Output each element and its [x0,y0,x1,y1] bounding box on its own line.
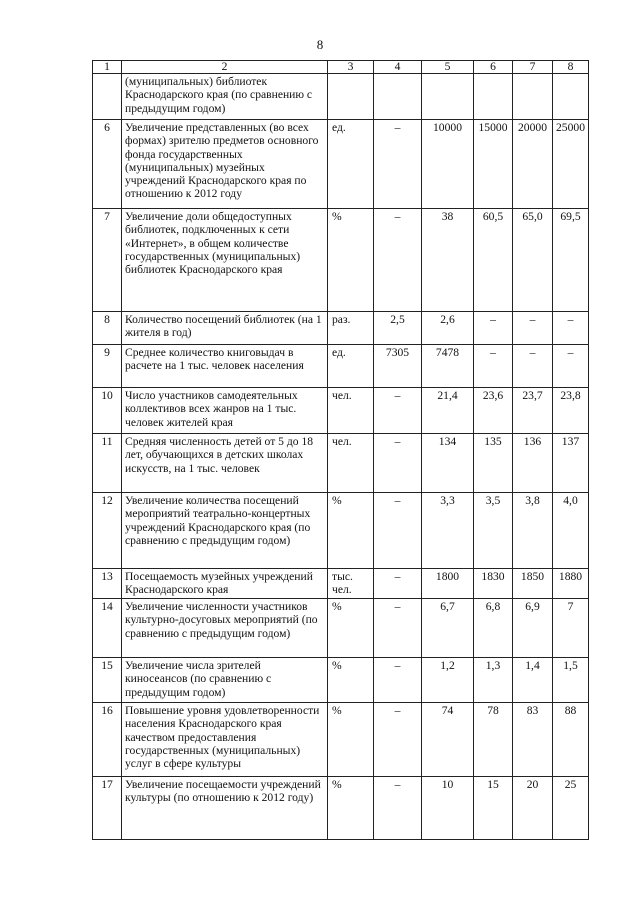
table-row [93,388,589,434]
indicator-name: Увеличение посещаемости учреждений культуры (по отношению к 2012 году) [122,777,328,840]
value-col5: 10000 [422,120,474,209]
table-row [93,599,589,658]
row-number: 9 [93,345,122,388]
value-col8: 25000 [553,120,589,209]
indicators-table [92,60,589,840]
indicator-name: Посещаемость музейных учреждений Краснодарского края [122,569,328,599]
value-col4: – [374,777,422,840]
value-col6: 6,8 [474,599,513,658]
unit: % [328,209,374,312]
value-col7: – [513,312,553,345]
unit: ед. [328,120,374,209]
value-col4 [374,74,422,120]
value-col7: 1,4 [513,658,553,703]
value-col4: – [374,209,422,312]
value-col7: 1850 [513,569,553,599]
value-col4: – [374,434,422,493]
value-col4: – [374,388,422,434]
unit: % [328,658,374,703]
value-col8: 23,8 [553,388,589,434]
unit: раз. [328,312,374,345]
row-number [93,74,122,120]
row-number: 13 [93,569,122,599]
value-col7: – [513,345,553,388]
table-row [93,434,589,493]
value-col7: 6,9 [513,599,553,658]
value-col4: 7305 [374,345,422,388]
value-col6 [474,74,513,120]
unit [328,74,374,120]
value-col4: – [374,658,422,703]
column-header: 3 [328,61,374,74]
unit: чел. [328,434,374,493]
row-number: 6 [93,120,122,209]
value-col8: 69,5 [553,209,589,312]
table-row [93,569,589,599]
value-col5: 2,6 [422,312,474,345]
table-row [93,312,589,345]
value-col7: 3,8 [513,493,553,569]
value-col6: – [474,312,513,345]
value-col5: 7478 [422,345,474,388]
value-col4: – [374,120,422,209]
table-row [93,74,589,120]
value-col6: 3,5 [474,493,513,569]
value-col6: – [474,345,513,388]
value-col5: 3,3 [422,493,474,569]
row-number: 12 [93,493,122,569]
value-col8: 1880 [553,569,589,599]
table-row [93,209,589,312]
indicator-name: Количество посещений библиотек (на 1 жителя в год) [122,312,328,345]
unit: тыс. чел. [328,569,374,599]
value-col6: 23,6 [474,388,513,434]
row-number: 16 [93,703,122,777]
indicator-name: Среднее количество книговыдач в расчете на 1 тыс. человек населения [122,345,328,388]
indicator-name: Увеличение численности участников культурно-досуговых мероприятий (по сравнению с предыдущим годом) [122,599,328,658]
row-number: 14 [93,599,122,658]
value-col5: 21,4 [422,388,474,434]
value-col4: – [374,493,422,569]
row-number: 17 [93,777,122,840]
unit: чел. [328,388,374,434]
value-col8: 137 [553,434,589,493]
indicator-name: Средняя численность детей от 5 до 18 лет, обучающихся в детских школах искусств, на 1 тыс. человек [122,434,328,493]
value-col5: 10 [422,777,474,840]
value-col8: 25 [553,777,589,840]
value-col4: – [374,569,422,599]
value-col5: 134 [422,434,474,493]
value-col4: – [374,599,422,658]
column-header: 4 [374,61,422,74]
table-row [93,493,589,569]
value-col5: 6,7 [422,599,474,658]
indicator-name: Увеличение числа зрителей киносеансов (по сравнению с предыдущим годом) [122,658,328,703]
value-col4: 2,5 [374,312,422,345]
indicator-name: Число участников самодеятельных коллективов всех жанров на 1 тыс. человек жителей края [122,388,328,434]
value-col7: 136 [513,434,553,493]
value-col7: 83 [513,703,553,777]
indicator-name: Увеличение количества посещений мероприятий театрально-концертных учреждений Краснодарского края (по сравнению с предыдущим годом) [122,493,328,569]
row-number: 10 [93,388,122,434]
value-col5: 74 [422,703,474,777]
column-header: 2 [122,61,328,74]
value-col8: 7 [553,599,589,658]
value-col8 [553,74,589,120]
value-col6: 1830 [474,569,513,599]
table-row [93,345,589,388]
value-col6: 60,5 [474,209,513,312]
table-row [93,703,589,777]
table-row [93,777,589,840]
column-header: 7 [513,61,553,74]
unit: % [328,703,374,777]
value-col6: 15 [474,777,513,840]
unit: % [328,493,374,569]
value-col5: 1800 [422,569,474,599]
page-number: 8 [316,37,324,52]
unit: ед. [328,345,374,388]
value-col6: 15000 [474,120,513,209]
indicator-name: (муниципальных) библиотек Краснодарского края (по сравнению с предыдущим годом) [122,74,328,120]
value-col6: 135 [474,434,513,493]
indicator-name: Увеличение доли общедоступных библиотек, подключенных к сети «Интернет», в общем количестве государственных (муниципальных) библиотек Краснодарского края [122,209,328,312]
unit: % [328,777,374,840]
value-col7: 23,7 [513,388,553,434]
table-row [93,120,589,209]
column-header: 8 [553,61,589,74]
row-number: 15 [93,658,122,703]
value-col7 [513,74,553,120]
indicator-name: Увеличение представленных (во всех формах) зрителю предметов основного фонда государственных (муниципальных) музейных учреждений Краснодарского края по отношению к 2012 году [122,120,328,209]
row-number: 8 [93,312,122,345]
value-col7: 20 [513,777,553,840]
value-col5: 1,2 [422,658,474,703]
value-col7: 20000 [513,120,553,209]
column-header: 6 [474,61,513,74]
column-header: 1 [93,61,122,74]
unit: % [328,599,374,658]
value-col6: 1,3 [474,658,513,703]
value-col8: 88 [553,703,589,777]
value-col4: – [374,703,422,777]
value-col8: 1,5 [553,658,589,703]
value-col7: 65,0 [513,209,553,312]
value-col8: 4,0 [553,493,589,569]
indicator-name: Повышение уровня удовлетворенности населения Краснодарского края качеством предоставления государственных (муниципальных) услуг в сфере культуры [122,703,328,777]
value-col8: – [553,345,589,388]
value-col8: – [553,312,589,345]
row-number: 7 [93,209,122,312]
row-number: 11 [93,434,122,493]
table-row [93,658,589,703]
column-header: 5 [422,61,474,74]
header-row [93,61,589,74]
value-col6: 78 [474,703,513,777]
value-col5: 38 [422,209,474,312]
value-col5 [422,74,474,120]
